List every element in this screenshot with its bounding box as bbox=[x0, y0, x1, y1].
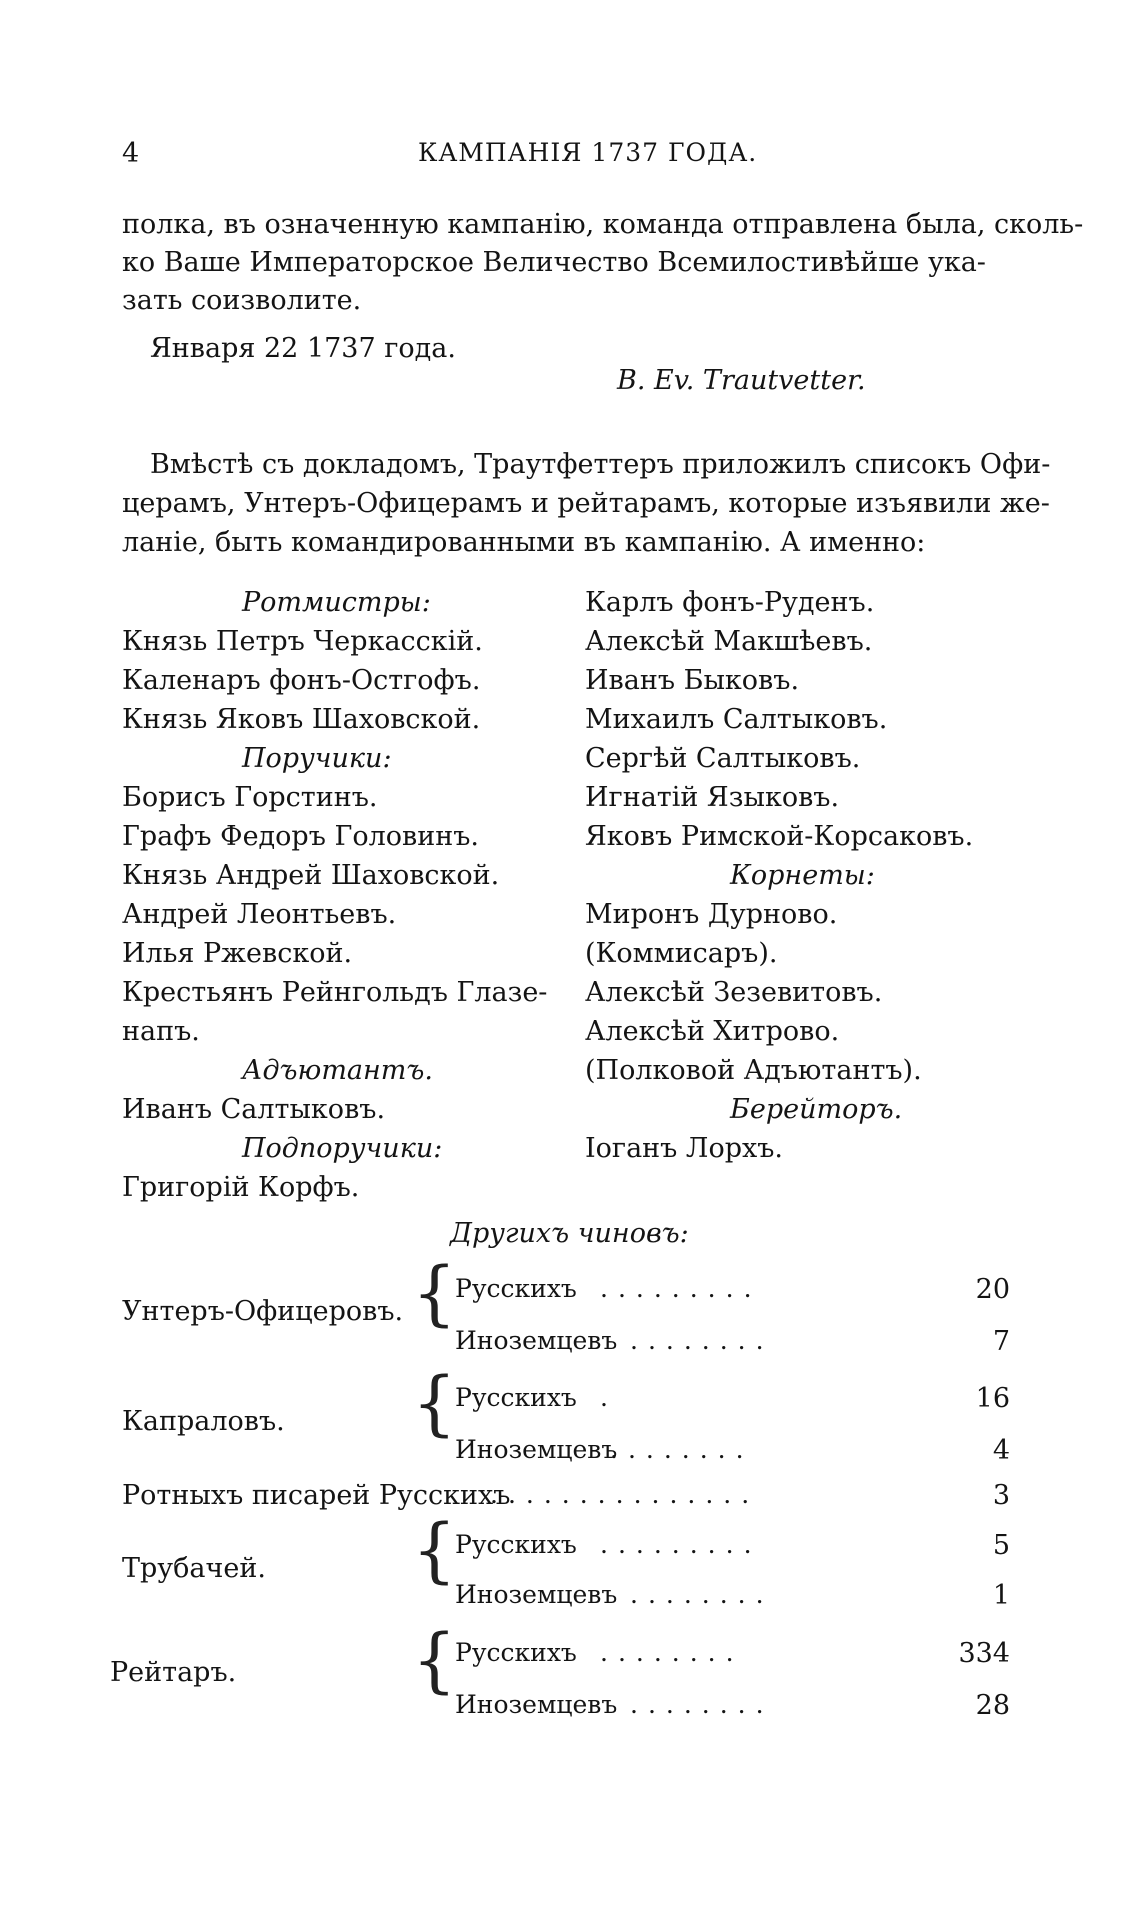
name-entry: Сергѣй Салтыковъ. bbox=[585, 743, 861, 774]
group-reiters-item-2: Иноземцевъ bbox=[455, 1690, 618, 1719]
name-entry: Іоганъ Лорхъ. bbox=[585, 1133, 783, 1164]
group-corporals-item-2: Иноземцевъ bbox=[455, 1435, 618, 1464]
intro-line-3: зать соизволите. bbox=[122, 285, 362, 316]
dot-leader: ........ bbox=[630, 1690, 774, 1719]
name-entry: (Полковой Адъютантъ). bbox=[585, 1055, 922, 1086]
name-entry: Григорій Корфъ. bbox=[122, 1172, 360, 1203]
group-corporals-value-1: 16 bbox=[975, 1383, 1010, 1414]
column-heading: Ротмистры: bbox=[242, 587, 431, 618]
name-entry: Князь Петръ Черкасскій. bbox=[122, 626, 483, 657]
intro-line-2: ко Ваше Императорское Величество Всемилостивѣйше ука- bbox=[122, 247, 986, 278]
group-nco-value-1: 20 bbox=[975, 1274, 1010, 1305]
name-entry: Алексѣй Зезевитовъ. bbox=[585, 977, 883, 1008]
group-reiters-value-2: 28 bbox=[975, 1690, 1010, 1721]
name-entry: Яковъ Римской-Корсаковъ. bbox=[585, 821, 974, 852]
dot-leader: ........ bbox=[600, 1638, 744, 1667]
group-clerks-value: 3 bbox=[992, 1480, 1010, 1511]
letter-date: Января 22 1737 года. bbox=[150, 333, 456, 364]
name-entry: Илья Ржевской. bbox=[122, 938, 353, 969]
brace-nco: { bbox=[412, 1252, 457, 1334]
group-label-trumpeters: Трубачей. bbox=[122, 1553, 266, 1584]
name-entry: напъ. bbox=[122, 1016, 200, 1047]
signature: B. Ev. Trautvetter. bbox=[617, 365, 866, 396]
column-heading: Адъютантъ. bbox=[242, 1055, 433, 1086]
name-entry: Игнатій Языковъ. bbox=[585, 782, 840, 813]
name-entry: Карлъ фонъ-Руденъ. bbox=[585, 587, 875, 618]
dot-leader: ......... bbox=[600, 1530, 762, 1559]
running-title: КАМПАНІЯ 1737 ГОДА. bbox=[418, 138, 758, 167]
name-entry: Алексѣй Хитрово. bbox=[585, 1016, 840, 1047]
name-entry: Михаилъ Салтыковъ. bbox=[585, 704, 888, 735]
name-entry: Князь Яковъ Шаховской. bbox=[122, 704, 481, 735]
column-heading: Корнеты: bbox=[730, 860, 875, 891]
name-entry: Андрей Леонтьевъ. bbox=[122, 899, 397, 930]
name-entry: Иванъ Салтыковъ. bbox=[122, 1094, 386, 1125]
name-entry: Каленаръ фонъ-Остгофъ. bbox=[122, 665, 481, 696]
brace-trumpeters: { bbox=[412, 1509, 457, 1591]
left-column-list bbox=[122, 583, 552, 1207]
group-corporals-value-2: 4 bbox=[992, 1435, 1010, 1466]
group-corporals-item-1: Русскихъ bbox=[455, 1383, 577, 1412]
group-reiters-value-1: 334 bbox=[958, 1638, 1010, 1669]
group-nco-value-2: 7 bbox=[992, 1326, 1010, 1357]
group-nco-item-2: Иноземцевъ bbox=[455, 1326, 618, 1355]
name-entry: Графъ Федоръ Головинъ. bbox=[122, 821, 479, 852]
name-entry: Крестьянъ Рейнгольдъ Глазе- bbox=[122, 977, 548, 1008]
dot-leader: ........ bbox=[630, 1326, 774, 1355]
group-label-nco: Унтеръ-Офицеровъ. bbox=[122, 1296, 404, 1327]
group-reiters-item-1: Русскихъ bbox=[455, 1638, 577, 1667]
page-number: 4 bbox=[122, 138, 140, 169]
column-heading: Подпоручики: bbox=[242, 1133, 443, 1164]
dot-leader: ........ bbox=[630, 1580, 774, 1609]
brace-reiters: { bbox=[412, 1619, 457, 1701]
group-trumpeters-value-1: 5 bbox=[992, 1530, 1010, 1561]
paragraph-line-1: Вмѣстѣ съ докладомъ, Траутфеттеръ приложилъ списокъ Офи- bbox=[150, 449, 1051, 480]
dot-leader: . bbox=[600, 1383, 618, 1412]
group-nco-item-1: Русскихъ bbox=[455, 1274, 577, 1303]
paragraph-line-3: ланіе, быть командированными въ кампанію. А именно: bbox=[122, 527, 926, 558]
brace-corporals: { bbox=[412, 1362, 457, 1444]
group-label-corporals: Капраловъ. bbox=[122, 1406, 285, 1437]
dot-leader: ............... bbox=[490, 1480, 760, 1509]
paragraph-line-2: церамъ, Унтеръ-Офицерамъ и рейтарамъ, которые изъявили же- bbox=[122, 488, 1050, 519]
group-trumpeters-value-2: 1 bbox=[992, 1580, 1010, 1611]
dot-leader: ......... bbox=[600, 1274, 762, 1303]
dot-leader: ........ bbox=[610, 1435, 754, 1464]
group-trumpeters-item-1: Русскихъ bbox=[455, 1530, 577, 1559]
name-entry: Князь Андрей Шаховской. bbox=[122, 860, 500, 891]
name-entry: Иванъ Быковъ. bbox=[585, 665, 800, 696]
name-entry: (Коммисаръ). bbox=[585, 938, 778, 969]
column-heading: Берейторъ. bbox=[730, 1094, 903, 1125]
name-entry: Миронъ Дурново. bbox=[585, 899, 838, 930]
group-label-reiters: Рейтаръ. bbox=[110, 1657, 237, 1688]
right-column-list bbox=[585, 583, 1025, 1168]
group-label-clerks: Ротныхъ писарей Русскихъ bbox=[122, 1480, 511, 1511]
column-heading: Поручики: bbox=[242, 743, 392, 774]
other-ranks-heading: Другихъ чиновъ: bbox=[450, 1218, 689, 1249]
group-trumpeters-item-2: Иноземцевъ bbox=[455, 1580, 618, 1609]
intro-line-1: полка, въ означенную кампанію, команда отправлена была, сколь- bbox=[122, 209, 1084, 240]
name-entry: Алексѣй Макшѣевъ. bbox=[585, 626, 873, 657]
name-entry: Борисъ Горстинъ. bbox=[122, 782, 378, 813]
